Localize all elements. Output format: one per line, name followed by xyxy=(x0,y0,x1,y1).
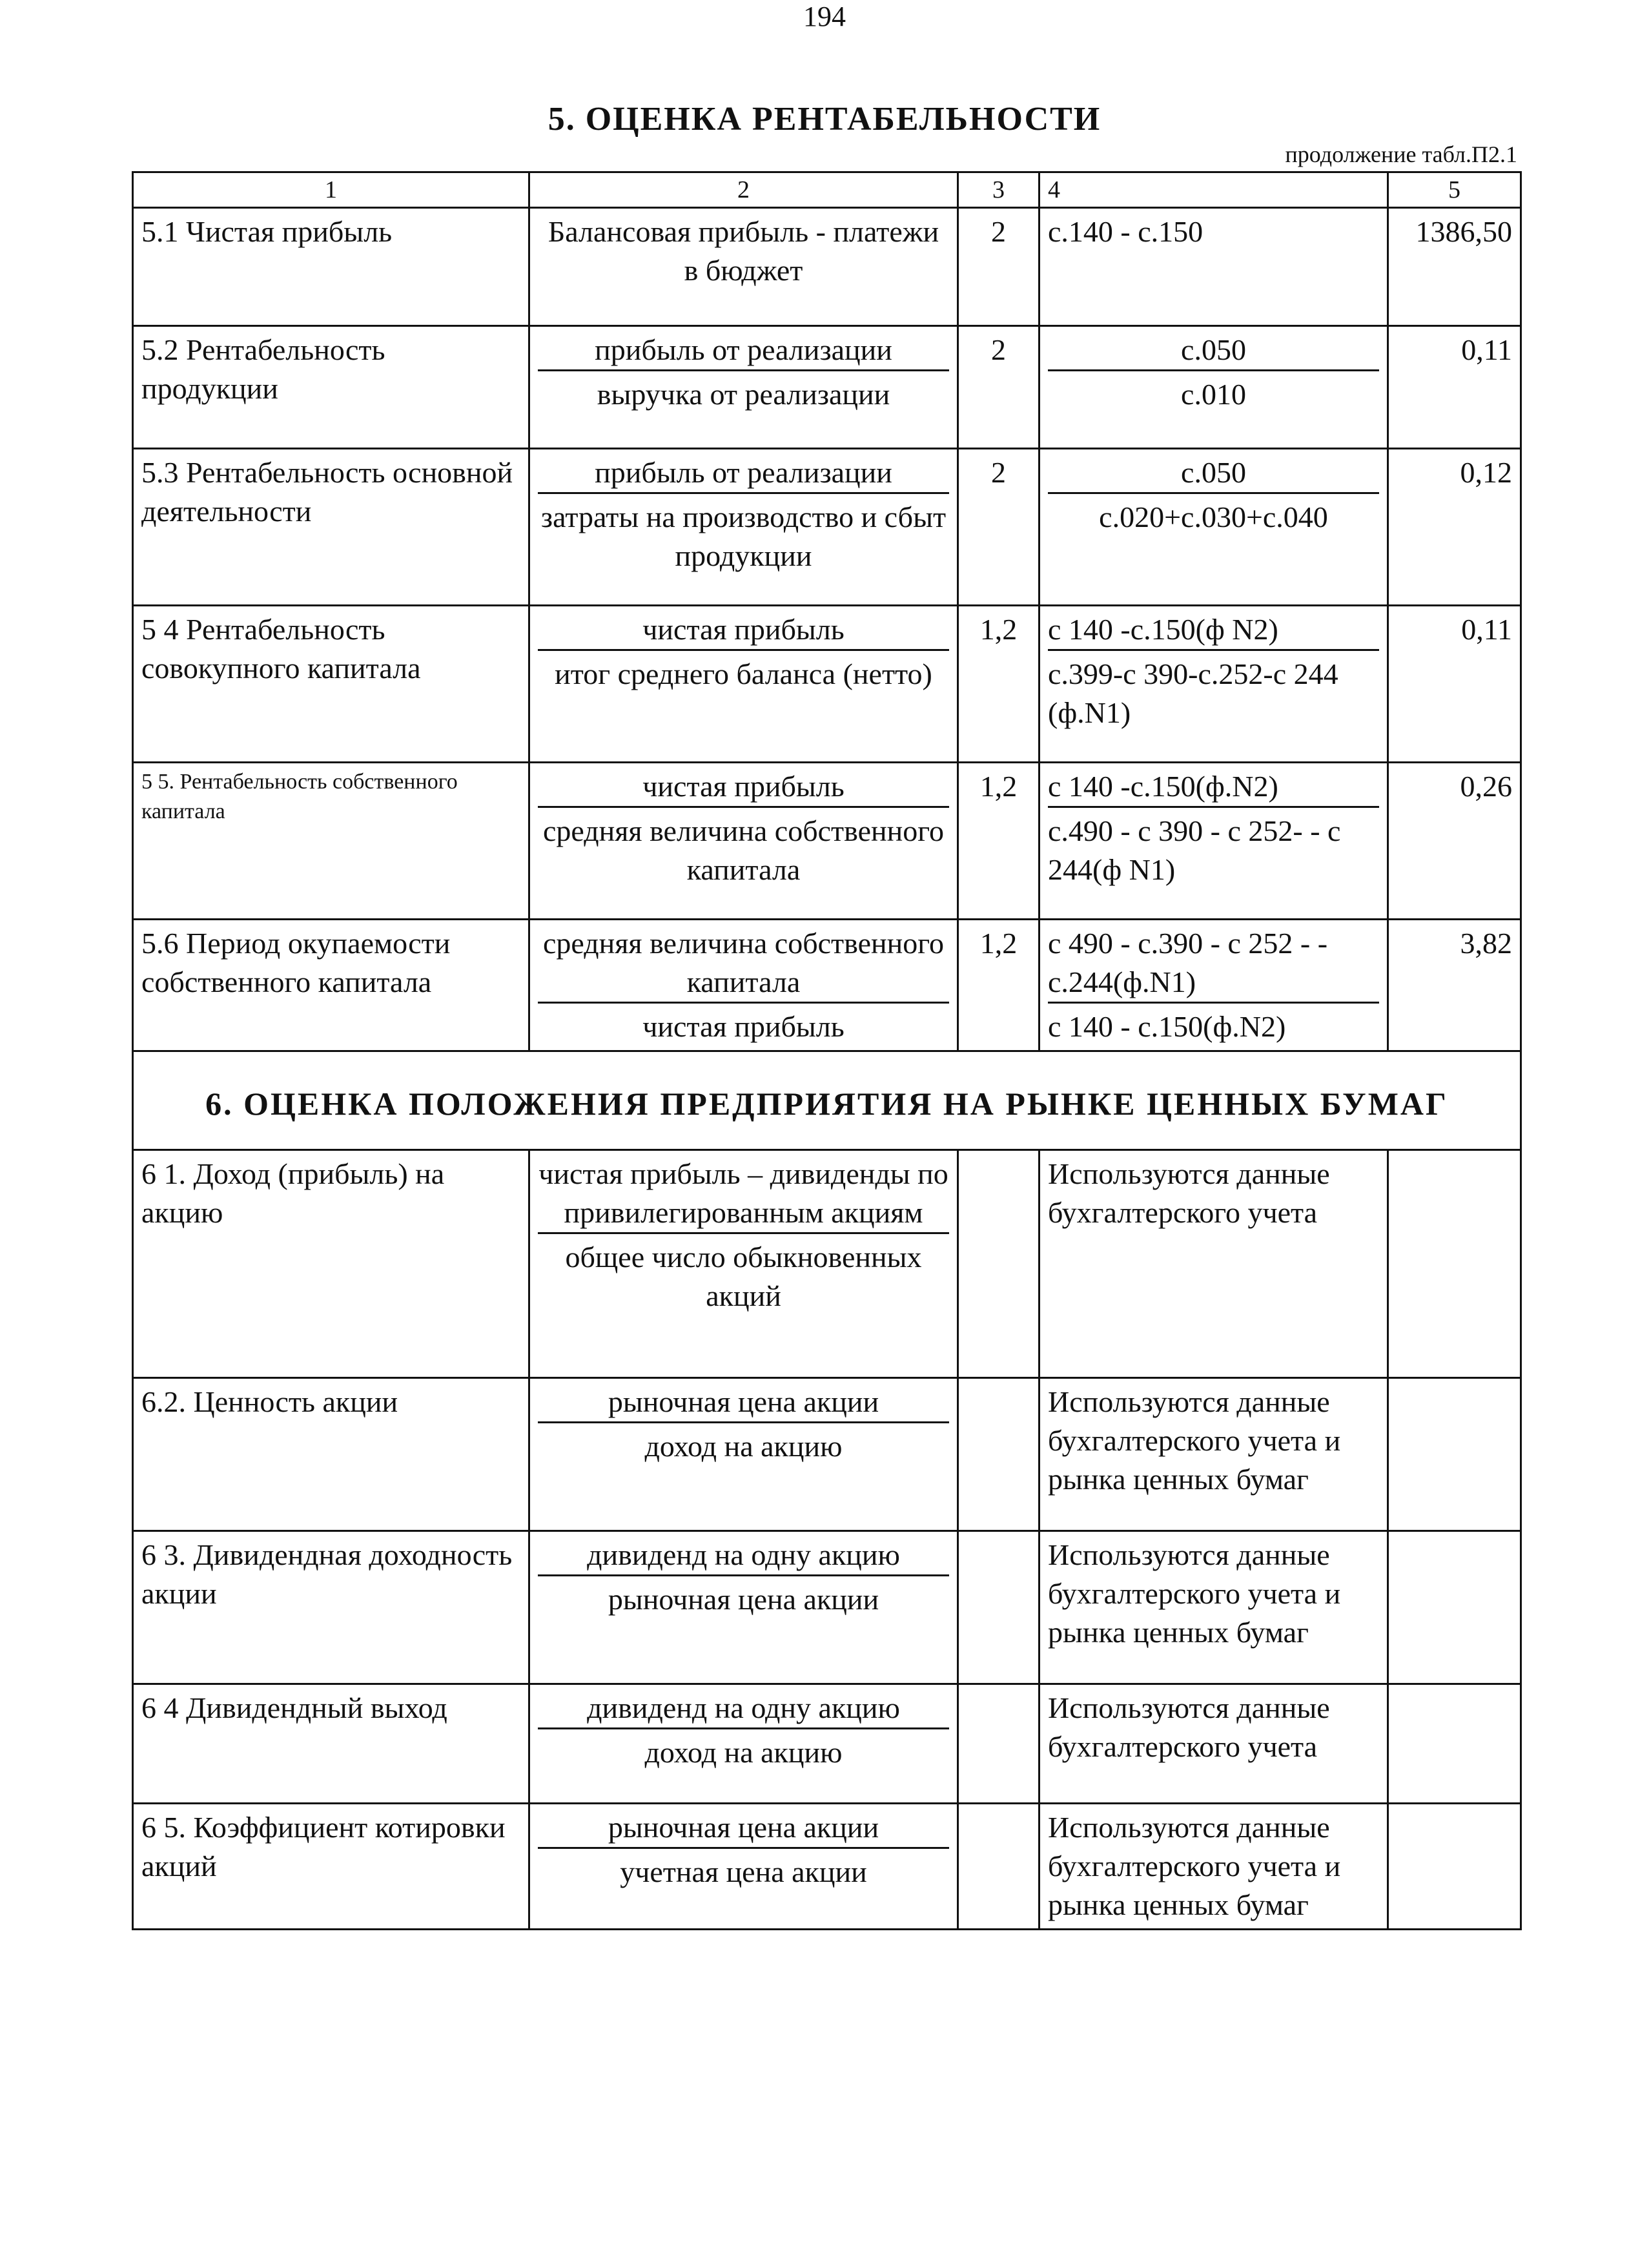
reference-denominator: с.020+с.030+с.040 xyxy=(1099,500,1328,533)
reference-numerator: с.050 xyxy=(1048,331,1379,371)
header-row xyxy=(133,172,1521,208)
reference-numerator: с.050 xyxy=(1048,453,1379,494)
value-cell: 3,82 xyxy=(1388,920,1521,1051)
source-form-cell: 2 xyxy=(958,449,1040,606)
profitability-table xyxy=(132,171,1522,1930)
source-form-cell: 1,2 xyxy=(958,920,1040,1051)
source-form-cell xyxy=(958,1684,1040,1804)
formula-cell xyxy=(529,1531,958,1684)
formula-cell: Балансовая прибыль - платежи в бюджет xyxy=(529,208,958,326)
line-reference-cell: Используются данные бухгалтерского учета xyxy=(1040,1150,1388,1378)
header-cell: 5 xyxy=(1388,172,1521,208)
value-cell xyxy=(1388,1684,1521,1804)
formula-numerator: дивиденд на одну акцию xyxy=(538,1689,949,1729)
formula-denominator: учетная цена акции xyxy=(620,1855,867,1888)
value-cell: 0,12 xyxy=(1388,449,1521,606)
line-reference-cell xyxy=(1040,920,1388,1051)
formula-denominator: чистая прибыль xyxy=(642,1010,845,1043)
formula-numerator: прибыль от реализации xyxy=(538,453,949,494)
line-reference-cell xyxy=(1040,606,1388,763)
value-cell: 0,26 xyxy=(1388,763,1521,920)
source-form-cell xyxy=(958,1531,1040,1684)
formula-cell xyxy=(529,606,958,763)
indicator-name: 6 3. Дивидендная доходность акции xyxy=(133,1531,529,1684)
formula-denominator: общее число обыкновенных акций xyxy=(565,1241,922,1312)
formula-cell xyxy=(529,326,958,449)
source-form-cell: 1,2 xyxy=(958,606,1040,763)
formula-denominator: средняя величина собственного капитала xyxy=(543,814,944,886)
source-form-cell xyxy=(958,1804,1040,1930)
formula-numerator: дивиденд на одну акцию xyxy=(538,1536,949,1576)
indicator-name: 6 4 Дивидендный выход xyxy=(133,1684,529,1804)
reference-denominator: с.010 xyxy=(1181,378,1246,411)
value-cell: 0,11 xyxy=(1388,326,1521,449)
table-row xyxy=(133,1378,1521,1531)
line-reference-cell xyxy=(1040,763,1388,920)
formula-cell xyxy=(529,1150,958,1378)
value-cell xyxy=(1388,1804,1521,1930)
formula-numerator: чистая прибыль – дивиденды по привилегированным акциям xyxy=(538,1155,949,1234)
header-cell: 1 xyxy=(133,172,529,208)
indicator-name: 5.1 Чистая прибыль xyxy=(133,208,529,326)
section-5-title: 5. ОЦЕНКА РЕНТАБЕЛЬНОСТИ xyxy=(548,101,1101,138)
source-form-cell: 1,2 xyxy=(958,763,1040,920)
header-cell: 3 xyxy=(958,172,1040,208)
table-row xyxy=(133,1804,1521,1930)
source-form-cell xyxy=(958,1150,1040,1378)
table-row xyxy=(133,1684,1521,1804)
table-row xyxy=(133,606,1521,763)
line-reference-cell: с.140 - с.150 xyxy=(1040,208,1388,326)
table-row xyxy=(133,1150,1521,1378)
table-row xyxy=(133,920,1521,1051)
formula-cell xyxy=(529,1804,958,1930)
source-form-cell xyxy=(958,1378,1040,1531)
indicator-name: 5.3 Рентабельность основной деятельности xyxy=(133,449,529,606)
source-form-cell: 2 xyxy=(958,208,1040,326)
line-reference-cell xyxy=(1040,326,1388,449)
indicator-name: 5.6 Период окупаемости собственного капитала xyxy=(133,920,529,1051)
reference-numerator: с 490 - с.390 - с 252 - - с.244(ф.N1) xyxy=(1048,924,1379,1004)
formula-denominator: доход на акцию xyxy=(644,1736,843,1769)
reference-denominator: с 140 - с.150(ф.N2) xyxy=(1048,1010,1286,1043)
formula-numerator: рыночная цена акции xyxy=(538,1808,949,1849)
table-row xyxy=(133,326,1521,449)
indicator-name: 5 4 Рентабельность совокупного капитала xyxy=(133,606,529,763)
line-reference-cell: Используются данные бухгалтерского учета и рынка ценных бумаг xyxy=(1040,1378,1388,1531)
formula-numerator: рыночная цена акции xyxy=(538,1383,949,1423)
table-row xyxy=(133,1531,1521,1684)
source-form-cell: 2 xyxy=(958,326,1040,449)
table-row xyxy=(133,763,1521,920)
indicator-name: 5.2 Рентабельность продукции xyxy=(133,326,529,449)
line-reference-cell: Используются данные бухгалтерского учета и рынка ценных бумаг xyxy=(1040,1531,1388,1684)
formula-denominator: выручка от реализации xyxy=(597,378,890,411)
formula-denominator: рыночная цена акции xyxy=(608,1583,879,1616)
section-6-row xyxy=(133,1051,1521,1150)
reference-numerator: с 140 -с.150(ф.N2) xyxy=(1048,767,1379,808)
indicator-name: 6 1. Доход (прибыль) на акцию xyxy=(133,1150,529,1378)
formula-numerator: чистая прибыль xyxy=(538,767,949,808)
value-cell xyxy=(1388,1150,1521,1378)
reference-numerator: с 140 -с.150(ф N2) xyxy=(1048,610,1379,651)
section-6-title: 6. ОЦЕНКА ПОЛОЖЕНИЯ ПРЕДПРИЯТИЯ НА РЫНКЕ ЦЕННЫХ БУМАГ xyxy=(133,1051,1521,1150)
formula-cell xyxy=(529,763,958,920)
reference-denominator: с.490 - с 390 - с 252- - с 244(ф N1) xyxy=(1048,814,1341,886)
indicator-name: 6 5. Коэффициент котировки акций xyxy=(133,1804,529,1930)
reference-denominator: с.399-с 390-с.252-с 244 (ф.N1) xyxy=(1048,657,1338,729)
formula-denominator: доход на акцию xyxy=(644,1430,843,1463)
table-row xyxy=(133,208,1521,326)
header-cell: 2 xyxy=(529,172,958,208)
indicator-name: 5 5. Рентабельность собственного капитала xyxy=(133,763,529,920)
indicator-name: 6.2. Ценность акции xyxy=(133,1378,529,1531)
formula-denominator: затраты на производство и сбыт продукции xyxy=(540,500,947,572)
table-row xyxy=(133,449,1521,606)
formula-numerator: средняя величина собственного капитала xyxy=(538,924,949,1004)
value-cell xyxy=(1388,1531,1521,1684)
value-cell: 1386,50 xyxy=(1388,208,1521,326)
value-cell: 0,11 xyxy=(1388,606,1521,763)
formula-numerator: чистая прибыль xyxy=(538,610,949,651)
formula-numerator: прибыль от реализации xyxy=(538,331,949,371)
line-reference-cell: Используются данные бухгалтерского учета xyxy=(1040,1684,1388,1804)
formula-cell xyxy=(529,1684,958,1804)
formula-cell xyxy=(529,920,958,1051)
header-cell: 4 xyxy=(1040,172,1388,208)
line-reference-cell xyxy=(1040,449,1388,606)
value-cell xyxy=(1388,1378,1521,1531)
formula-cell xyxy=(529,449,958,606)
line-reference-cell: Используются данные бухгалтерского учета и рынка ценных бумаг xyxy=(1040,1804,1388,1930)
page-number: 194 xyxy=(803,1,846,32)
formula-cell xyxy=(529,1378,958,1531)
table-continuation-label: продолжение табл.П2.1 xyxy=(1285,141,1517,167)
formula-denominator: итог среднего баланса (нетто) xyxy=(555,657,932,690)
